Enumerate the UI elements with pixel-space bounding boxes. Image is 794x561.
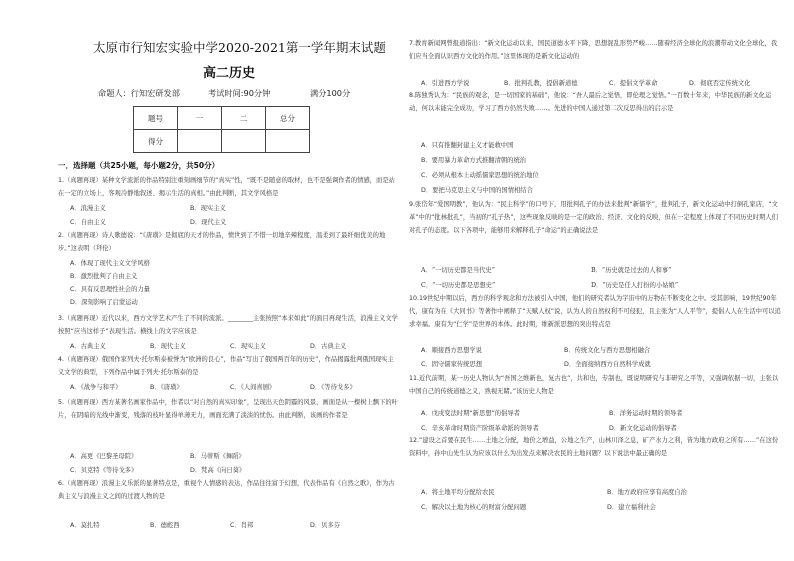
option-c[interactable]: C．《人间喜剧》 (230, 384, 276, 391)
section-heading: 一．选择题（共25小题，每小题2分，共50分） (58, 161, 220, 170)
question-text: 4.（真题再现）俄国作家列夫·托尔斯泰被誉为“欧洲的良心”，作品“写出了俄国两百年的历史”，作品揭露批判俄国现实主义文学的典型，下列作品中属于列夫·托尔斯泰的是 (58, 356, 394, 376)
question-text: 11.近代前期，某一历史人物认为“吾国之维新也，复古也”，共和也，专制也，既说明研究与非研究之平等，又强调依据一切，主张以中国自己的传统道德之义，熟视无睹。”该历史人物是 (409, 375, 779, 395)
option-c[interactable]: C．具有反思理性社会的力量 (70, 286, 150, 293)
score-cell[interactable] (266, 130, 310, 153)
option-c[interactable]: C．现实主义 (230, 343, 266, 350)
option-b[interactable]: B．批判孔教，提倡新道德 (504, 80, 578, 87)
score-cell: 题号 (134, 107, 178, 130)
option-a[interactable]: A．顺接西方思想学说 (421, 347, 482, 354)
option-b[interactable]: B．要用暴力革命方式推翻清朝的统治 (421, 157, 527, 164)
score-cell[interactable] (222, 130, 266, 153)
question-text: 6.（真题再现）浪漫主义乐派的显著特点是，重视个人情感的表达，作品往往富于幻想，代表作品有《自然之歌》，作为古典主义与浪漫主义之间的过渡人物的是 (58, 480, 395, 500)
option-d[interactable]: D．全面接纳西方自然科学成就 (564, 361, 651, 368)
option-a[interactable]: A．戊戌变法时期“新思想”的倡导者 (421, 410, 520, 417)
option-c[interactable]: C．自由主义 (70, 219, 106, 226)
option-c[interactable]: C．必须从根本上动摇儒家思想的统治地位 (421, 172, 539, 179)
option-b[interactable]: B．现实主义 (190, 205, 226, 212)
option-d[interactable]: D．现代主义 (190, 219, 227, 226)
option-b[interactable]: B．《唐璜》 (150, 384, 183, 391)
question-text: 12.“建设之首要在民生……土地之分配，地价之增益，公地之生产，山林川泽之息，矿产水力之利，皆为地方政府之所有……”在这份资料中，孙中山先生认为应该以什么为出发点来解决农民的土地问题？以下说法中最正确的是 (409, 437, 779, 457)
option-a[interactable]: A．引进西方学说 (421, 80, 470, 87)
option-a[interactable]: A．莫扎特 (70, 522, 100, 529)
question-text: 5.（真题再现）西方某著名画家作品中，作者以“对自然的真实印象”，呈现出天色阴霾的风景，画面是从一棵树上飘下的叶片，在阴暗的光线中渐变，残落的枝叶显得单薄无力，画面充满了淡淡的忧伤。由此判断，该画的作者是 (58, 399, 398, 419)
question-text: 10.19世纪中期以后，西方的科学观念和方法被引入中国，他们的研究者认为宇宙中的万物在不断变化之中。受其影响，19世纪90年代，康有为在《大同书》等著作中阐释了“天赋人权”说，认为人的自然权利不可侵犯，且主张为“人人平等”，提倡人人在生活中可以追求幸福。康有为“仁学”是世界的本体。此时期，维新派思想的突出特点是 (409, 295, 781, 328)
option-d[interactable]: D．古典主义 (310, 343, 347, 350)
score-cell: 二 (222, 107, 266, 130)
option-b[interactable]: B．激烈批判了自由主义 (70, 273, 138, 280)
option-b[interactable]: B．地方政府应享有高度自治 (607, 489, 687, 496)
option-b[interactable]: B．“历史就是过去的人和事” (591, 267, 672, 274)
option-b[interactable]: B．传统文化与西方思想相融合 (564, 347, 651, 354)
option-d[interactable]: D．贝多芬 (310, 522, 341, 529)
exam-subject: 高二历史 (203, 66, 256, 81)
score-cell: 得分 (134, 130, 178, 153)
exam-title: 太原市行知宏实验中学2020-2021第一学年期末试题 (93, 40, 386, 55)
score-cell: 总分 (266, 107, 310, 130)
option-a[interactable]: A．古典主义 (70, 343, 106, 350)
option-c[interactable]: C．肖邦 (230, 522, 254, 529)
option-a[interactable]: A．《战争与和平》 (70, 384, 122, 391)
option-a[interactable]: A．“一切历史都是当代史” (421, 267, 495, 274)
option-d[interactable]: D．梵高《向日葵》 (190, 467, 246, 474)
option-b[interactable]: B．洋务运动时期的领导者 (609, 410, 683, 417)
option-b[interactable]: B．现代主义 (150, 343, 186, 350)
question-text: 2.（真题再现）诗人歌德说：“《唐璜》是彻底的天才的作品，愤世到了不惜一切地辛辣程度，温柔到了最纤细优美的地步。”这表明（拜伦） (58, 232, 386, 252)
option-c[interactable]: C．辛亥革命时期资产阶级革命派的领导者 (421, 425, 539, 432)
option-d[interactable]: D．深刻影响了启蒙运动 (70, 299, 138, 306)
option-b[interactable]: B．德彪西 (150, 522, 180, 529)
option-c[interactable]: C．解决以土地为核心的财富分配问题 (421, 504, 527, 511)
exam-full-score: 满分100分 (310, 88, 351, 98)
option-a[interactable]: A．将土地平均分配给农民 (421, 489, 495, 496)
score-table-header-row (134, 107, 310, 130)
option-d[interactable]: D．彻底否定传统文化 (689, 80, 751, 87)
option-d[interactable]: D．《等待戈多》 (310, 384, 356, 391)
option-a[interactable]: A．体现了现代主义文学风格 (70, 260, 150, 267)
option-d[interactable]: D．“历史是任人打扮的小姑娘” (591, 282, 679, 289)
option-d[interactable]: D．要把马克思主义与中国的国情相结合 (421, 187, 533, 194)
score-cell: 一 (178, 107, 222, 130)
option-a[interactable]: A．只有推翻封建主义才能救中国 (421, 142, 514, 149)
question-text: 8.陈独秀认为：“民族的观念，是一切国家的基础”，他说：“吾人最后之觉悟，即伦理之觉悟。”一百数十年来，中华民族的新文化运动，何以未能完全成功，学习了西方仍然失败……。先进的中国人通过第二次反思得出的启示是 (409, 92, 772, 112)
score-table-score-row (134, 130, 310, 153)
question-text: 1.（真题再现）某种文学流派的作品特别注重刻画细节的“真实”性，“既不是随意的取材，也不是强调作者的情感，而是站在一定的立场上，客观冷静地叙述、揭示生活的真相。”由此判断，其文学风格是 (58, 177, 395, 197)
option-a[interactable]: A．浪漫主义 (70, 205, 106, 212)
question-text: 9.张岱年“爱国明教”，他认为：“民主科学”的口号下，用批判孔子的办法来批判“新儒学”，批判孔子，新文化运动中打倒孔家店，“文革”中的“批林批孔”，当初的“孔子热”，这些现象反映的是一定的政治、经济、文化的反映，但在一定程度上体现了不同历史时期人们对孔子的态度。以下各项中，能够用来解释孔子“命运”的正确说法是 (409, 201, 778, 234)
score-table (133, 106, 310, 153)
option-c[interactable]: C．提倡文学革命 (609, 80, 658, 87)
option-c[interactable]: C．贝克特《等待戈多》 (70, 467, 138, 474)
option-c[interactable]: C．“一切历史都是思想史” (421, 282, 496, 289)
option-d[interactable]: D．新文化运动的倡导者 (609, 425, 677, 432)
score-cell[interactable] (178, 130, 222, 153)
option-a[interactable]: A．高更《巴黎圣母院》 (70, 453, 138, 460)
exam-time: 考试时间:90分钟 (208, 88, 271, 98)
question-text: 7.教育新闻网曾报道指出：“新文化运动以来，国民道德水平下降，思想混乱形势严峻……随着经济全球化的浪潮带动文化全球化，我们应当全面认识西方文化的作用。”这里体现的是新文化运动的 (409, 40, 778, 60)
option-c[interactable]: C．固守儒家传统思想 (421, 361, 483, 368)
exam-author: 命题人：行知宏研发部 (98, 88, 180, 98)
option-d[interactable]: D．建立福利社会 (607, 504, 656, 511)
question-text: 3.（真题再现）近代以来，西方文学艺术产生了不同的流派。________主张按照“本来如此”的面目再现生活，浪漫主义文学按照“应当这样子”表现生活。横线上的文字应该是 (58, 315, 398, 335)
option-b[interactable]: B．马蒂斯《舞蹈》 (190, 453, 245, 460)
